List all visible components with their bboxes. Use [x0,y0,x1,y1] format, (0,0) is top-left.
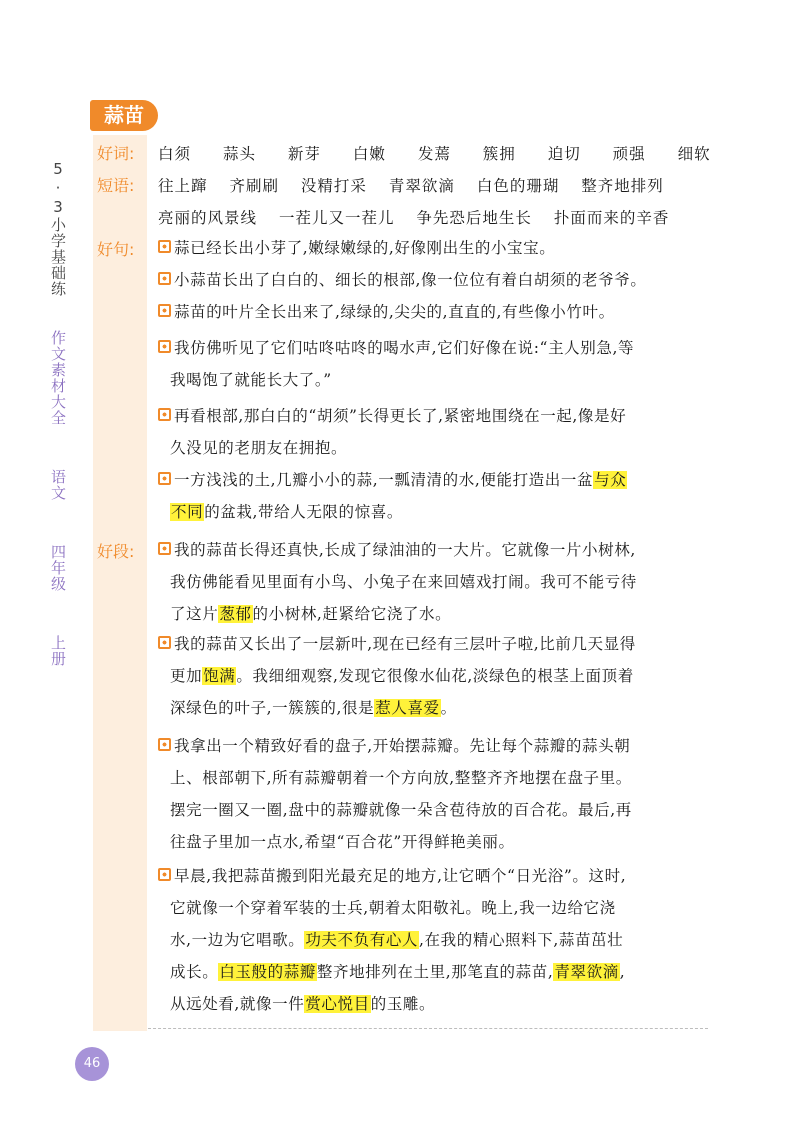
bullet-icon [158,542,171,555]
book-subject: 语文 [49,469,67,501]
word-item: 细软 [677,145,711,163]
paragraph-item: 我的蒜苗长得还真快,长成了绿油油的一大片。它就像一片小树林, 我仿佛能看见里面有小鸟、小兔子在来回嬉戏打闹。我可不能亏待 了这片葱郁的小树林,赶紧给它浇了水。 [158,534,710,630]
label-phrases: 短语: [97,176,135,195]
label-good-paragraphs: 好段: [97,542,135,561]
bullet-icon [158,272,171,285]
phrases-line-1 [158,174,718,196]
bullet-icon [158,408,171,421]
sentence-item: 一方浅浅的土,几瓣小小的蒜,一瓢清清的水,便能打造出一盆与众 不同的盆栽,带给人无限的惊喜。 [158,464,710,528]
phrases-line-2 [158,206,718,228]
sentence-item: 蒜已经长出小芽了,嫩绿嫩绿的,好像刚出生的小宝宝。 [158,232,710,264]
label-good-sentences: 好句: [97,240,135,259]
highlight: 赏心悦目 [305,995,370,1013]
phrase-item: 白色的珊瑚 [476,177,560,195]
highlight: 与众 [594,471,627,489]
phrase-item: 青翠欲滴 [388,177,455,195]
phrase-item: 一茬儿又一茬儿 [278,209,395,227]
word-item: 白嫩 [352,145,386,163]
highlight: 不同 [171,503,204,521]
word-item: 白须 [158,145,192,163]
label-good-words: 好词: [97,144,135,163]
bullet-icon [158,636,171,649]
good-words-list [158,142,718,164]
sentence-item: 我仿佛听见了它们咕咚咕咚的喝水声,它们好像在说:“主人别急,等 我喝饱了就能长大了。” [158,332,710,396]
word-item: 新芽 [287,145,321,163]
phrase-item: 往上蹿 [158,177,208,195]
paragraph-item: 我的蒜苗又长出了一层新叶,现在已经有三层叶子啦,比前几天显得 更加饱满。我细细观察,发现它很像水仙花,淡绿色的根茎上面顶着 深绿色的叶子,一簇簇的,很是惹人喜爱。 [158,628,710,724]
bullet-icon [158,472,171,485]
section-title: 蒜苗 [90,100,158,131]
phrase-item: 没精打采 [300,177,367,195]
word-item: 迫切 [547,145,581,163]
book-series: 作文素材大全 [49,330,67,426]
paragraph-item: 早晨,我把蒜苗搬到阳光最充足的地方,让它晒个“日光浴”。这时, 它就像一个穿着军装的士兵,朝着太阳敬礼。晚上,我一边给它浇 水,一边为它唱歌。功夫不负有心人,在我的精心照料下,蒜苗茁壮 成长。白玉般的蒜瓣整齐地排列在土里,那笔直的蒜苗,青翠欲滴, 从远处看,就像一件赏心悦目的玉雕。 [158,860,710,1020]
highlight: 饱满 [203,667,236,685]
sentence-item: 小蒜苗长出了白白的、细长的根部,像一位位有着白胡须的老爷爷。 [158,264,710,296]
phrase-item: 亮丽的风景线 [158,209,258,227]
highlight: 葱郁 [219,605,252,623]
bottom-divider [148,1028,708,1029]
bullet-icon [158,304,171,317]
phrase-item: 争先恐后地生长 [416,209,532,227]
paragraph-item: 我拿出一个精致好看的盘子,开始摆蒜瓣。先让每个蒜瓣的蒜头朝 上、根部朝下,所有蒜瓣朝着一个方向放,整整齐齐地摆在盘子里。 摆完一圈又一圈,盘中的蒜瓣就像一朵含苞待放的百合花。最后,再 往盘子里加一点水,希望“百合花”开得鲜艳美丽。 [158,730,710,858]
phrase-item: 整齐地排列 [581,177,664,195]
book-term: 上册 [49,635,67,667]
book-brand: 5·3小学基础练 [49,160,67,297]
highlight: 青翠欲滴 [554,963,619,981]
phrase-item: 扑面而来的辛香 [553,209,670,227]
word-item: 蒜头 [222,145,256,163]
highlight: 白玉般的蒜瓣 [219,963,316,981]
word-item: 发蔫 [417,145,451,163]
highlight: 惹人喜爱 [375,699,440,717]
word-item: 顽强 [612,145,646,163]
sentence-item: 蒜苗的叶片全长出来了,绿绿的,尖尖的,直直的,有些像小竹叶。 [158,296,710,328]
highlight: 功夫不负有心人 [305,931,419,949]
sentence-item: 再看根部,那白白的“胡须”长得更长了,紧密地围绕在一起,像是好 久没见的老朋友在拥抱。 [158,400,710,464]
sidebar-book-label [46,160,70,667]
bullet-icon [158,240,171,253]
bullet-icon [158,340,171,353]
phrase-item: 齐刷刷 [229,177,279,195]
bullet-icon [158,738,171,751]
word-item: 簇拥 [482,145,516,163]
bullet-icon [158,868,171,881]
book-grade: 四年级 [49,544,67,592]
label-column-panel [93,135,147,1031]
page-number: 46 [75,1047,109,1081]
